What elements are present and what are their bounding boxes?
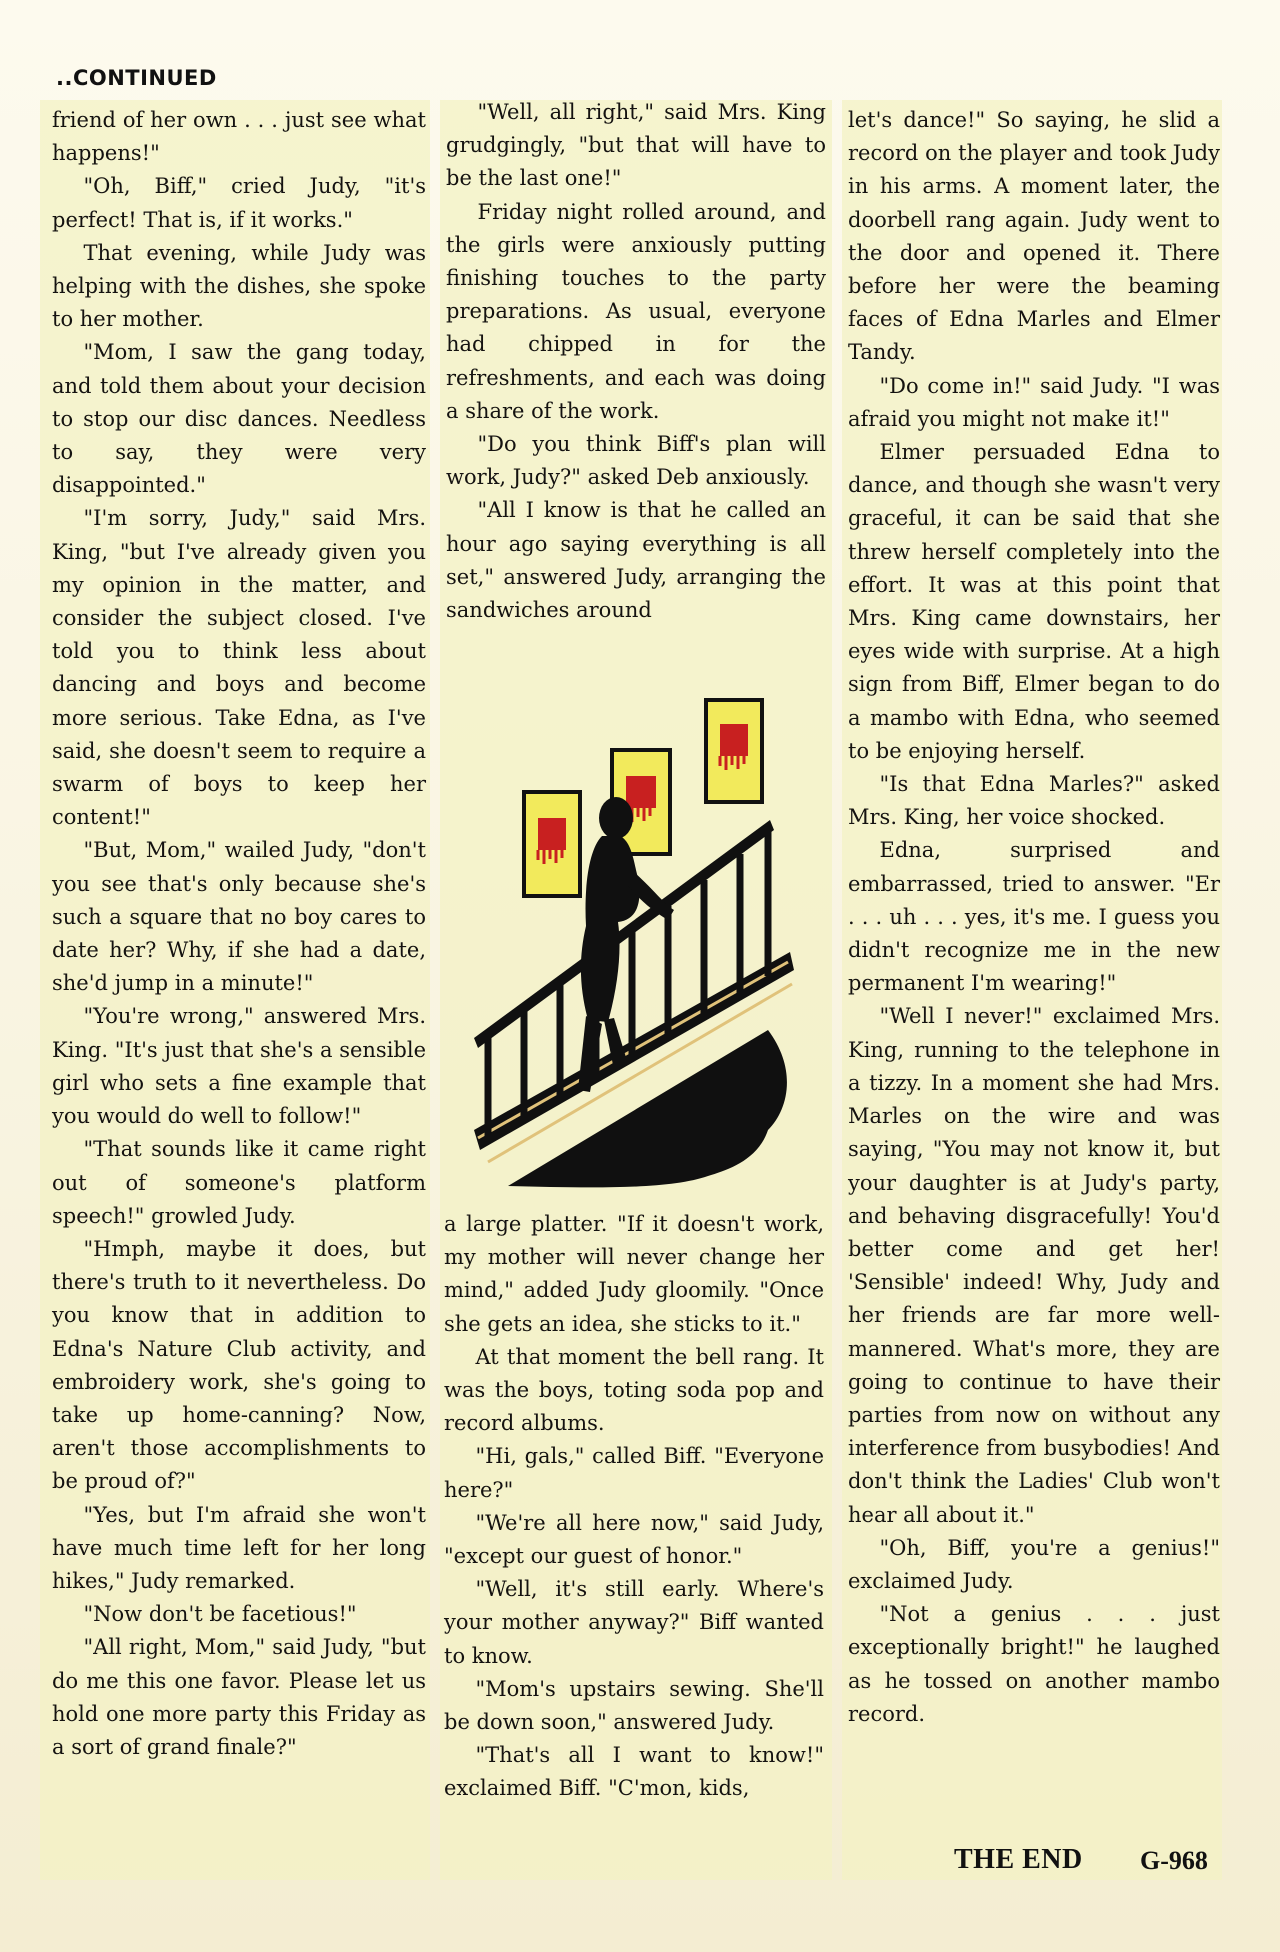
text-column-3: [848, 104, 1220, 1731]
paragraph: let's dance!" So saying, he slid a record on the player and took Judy in his arms. A moment later, the doorbell rang again. Judy went to the door and opened it. There before her were the beaming faces of Edna Marles and Elmer Tandy.: [848, 108, 1220, 365]
paragraph: "Mom, I saw the gang today, and told them about your decision to stop our disc dances. Needless to say, they were very disappointed.": [52, 340, 426, 498]
paragraph: "Do you think Biff's plan will work, Judy?" asked Deb anxiously.: [446, 432, 826, 490]
paragraph: "Oh, Biff," cried Judy, "it's perfect! That is, if it works.": [52, 174, 426, 232]
page-code: G-968: [1140, 1846, 1208, 1875]
paragraph: "Hmph, maybe it does, but there's truth to it nevertheless. Do you know that in addition to Edna's Nature Club activity, and embroidery work, she's going to take up home-canning? Now, aren't those accomplishments to be proud of?": [52, 1236, 426, 1494]
paragraph: "I'm sorry, Judy," said Mrs. King, "but I've already given you my opinion in the matter, and consider the subject closed. I've told you to think less about dancing and boys and become more serious. Take Edna, as I've said, she doesn't seem to require a swarm of boys to keep her content!": [52, 506, 426, 830]
paragraph: "That sounds like it came right out of someone's platform speech!" growled Judy.: [52, 1137, 426, 1228]
paragraph: Friday night rolled around, and the girls were anxiously putting finishing touches to the party preparations. As usual, everyone had chipped in for the refreshments, and each was doing a share of the work.: [446, 199, 826, 423]
continued-label: ..CONTINUED: [56, 66, 217, 90]
wall-picture: [524, 792, 580, 896]
paragraph: "Oh, Biff, you're a genius!" exclaimed Judy.: [848, 1535, 1220, 1593]
paragraph: "All I know is that he called an hour ago saying everything is all set," answered Judy, arranging the sandwiches around: [446, 498, 826, 623]
paragraph: "Do come in!" said Judy. "I was afraid you might not make it!": [848, 373, 1220, 431]
text-column-2-top: [446, 96, 826, 627]
paragraph: friend of her own . . . just see what happens!": [52, 108, 426, 166]
staircase-illustration: [468, 690, 804, 1190]
paragraph: Elmer persuaded Edna to dance, and though she wasn't very graceful, it can be said that she threw herself completely into the effort. It was at this point that Mrs. King came downstairs, her eyes wide with surprise. At a high sign from Biff, Elmer began to do a mambo with Edna, who seemed to be enjoying herself.: [848, 440, 1220, 763]
paragraph: "Now don't be facetious!": [83, 1602, 357, 1627]
paragraph: "That's all I want to know!" exclaimed Biff. "C'mon, kids,: [444, 1743, 824, 1801]
paragraph: "Well, it's still early. Where's your mother anyway?" Biff wanted to know.: [444, 1577, 824, 1668]
paragraph: Edna, surprised and embarrassed, tried to answer. "Er . . . uh . . . yes, it's me. I guess you didn't recognize me in the new permanent I'm wearing!": [848, 838, 1220, 996]
paragraph: "Hi, gals," called Biff. "Everyone here?": [444, 1444, 824, 1502]
paragraph: "Well, all right," said Mrs. King grudgingly, "but that will have to be the last one!": [446, 100, 826, 191]
paragraph: At that moment the bell rang. It was the boys, toting soda pop and record albums.: [444, 1344, 824, 1436]
paragraph: "Not a genius . . . just exceptionally bright!" he laughed as he tossed on another mambo record.: [848, 1602, 1220, 1726]
paragraph: a large platter. "If it doesn't work, my mother will never change her mind," added Judy gloomily. "Once she gets an idea, she sticks to it.": [444, 1212, 824, 1336]
text-column-2-bottom: [444, 1208, 824, 1806]
text-column-1: [52, 104, 426, 1764]
paragraph: "You're wrong," answered Mrs. King. "It's just that she's a sensible girl who sets a fine example that you would do well to follow!": [52, 1004, 426, 1129]
wall-picture: [706, 700, 762, 802]
paragraph: "Is that Edna Marles?" asked Mrs. King, her voice shocked.: [848, 772, 1220, 830]
paragraph: "But, Mom," wailed Judy, "don't you see that's only because she's such a square that no boy cares to date her? Why, if she had a date, she'd jump in a minute!": [52, 838, 426, 996]
paragraph: "Yes, but I'm afraid she won't have much time left for her long hikes," Judy remarked.: [52, 1502, 426, 1593]
the-end-label: THE END: [954, 1844, 1083, 1875]
paragraph: That evening, while Judy was helping with the dishes, she spoke to her mother.: [52, 240, 426, 332]
paragraph: "Mom's upstairs sewing. She'll be down soon," answered Judy.: [444, 1676, 824, 1735]
paragraph: "All right, Mom," said Judy, "but do me this one favor. Please let us hold one more party this Friday as a sort of grand finale?": [52, 1635, 426, 1759]
paragraph: "Well I never!" exclaimed Mrs. King, running to the telephone in a tizzy. In a moment she had Mrs. Marles on the wire and was saying, "You may not know it, but your daughter is at Judy's party, and behaving disgracefully! You'd better come and get her! 'Sensible' indeed! Why, Judy and her friends are far more well-mannered. What's more, they are going to continue to have their parties from now on without any interference from busybodies! And don't think the Ladies' Club won't hear all about it.": [848, 1004, 1220, 1527]
paragraph: "We're all here now," said Judy, "except our guest of honor.": [444, 1510, 824, 1569]
